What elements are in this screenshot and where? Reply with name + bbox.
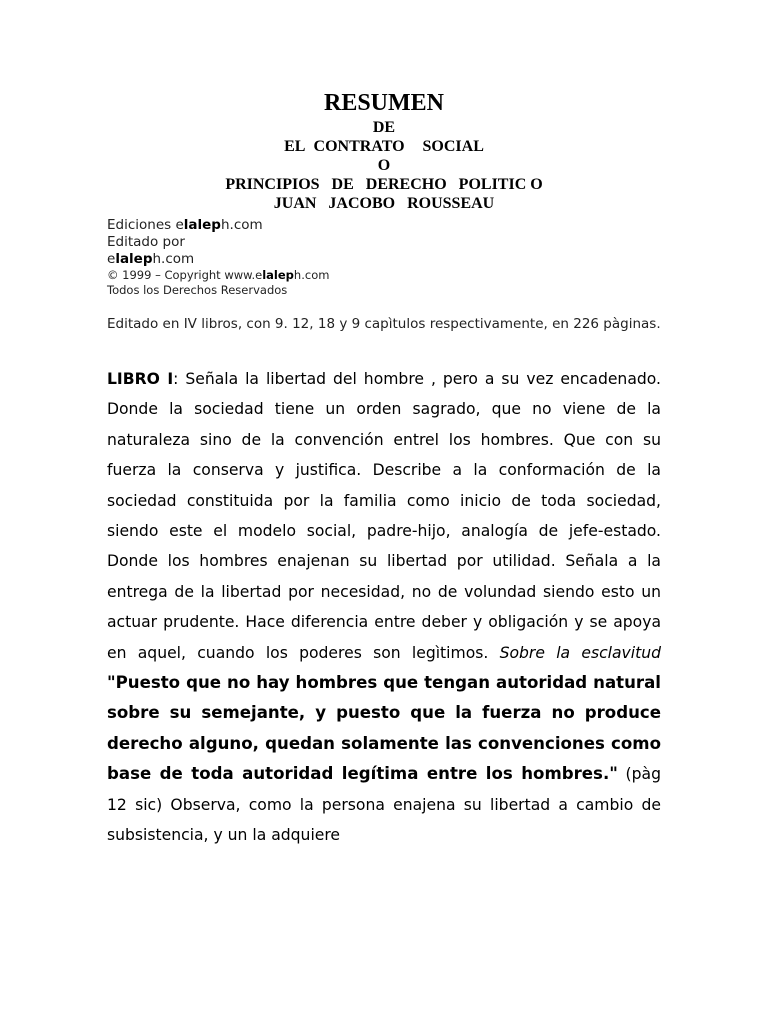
title-line-contrato: EL CONTRATO SOCIAL	[284, 138, 484, 155]
site-line	[107, 251, 329, 268]
rights-line: Todos los Derechos Reservados	[107, 283, 288, 297]
site-prefix: e	[107, 251, 116, 267]
ediciones-line	[107, 217, 329, 234]
copyright-bold: lalep	[262, 268, 294, 282]
title-line-de: DE	[372, 119, 396, 136]
paragraph-text-1: : Señala la libertad del hombre , pero a su vez encadenado. Donde la sociedad tiene un orden sagrado, que no viene de la naturaleza sino de la convención entrel los hombres. Que con su fuerza la conserva y justifica. Describe a la conformación de la sociedad constituida por la familia como inicio de toda sociedad, siendo este el modelo social, padre-hijo, analogía de jefe-estado. Donde los hombres enajenan su libertad por utilidad. Señala a la entrega de la libertad por necesidad, no de volundad siendo esto un actuar prudente. Hace diferencia entre deber y obligación y se apoya en aquel, cuando los poderes son legìtimos.	[107, 370, 661, 662]
title-line-o: O	[377, 157, 391, 174]
quote-text: "Puesto que no hay hombres que tengan autoridad natural sobre su semejante, y puesto que la fuerza no produce derecho alguno, quedan solamente las convenciones como base de toda autoridad legítima entre los hombres."	[107, 673, 661, 784]
title-line-author: JUAN JACOBO ROUSSEAU	[273, 195, 495, 212]
paragraph-text-2: (pàg 12 sic) Observa, como la persona enajena su libertad a cambio de subsistencia, y un la adquiere	[107, 765, 661, 845]
ediciones-bold: lalep	[183, 217, 221, 233]
copyright-suffix: h.com	[293, 268, 330, 282]
ediciones-prefix: Ediciones e	[107, 217, 184, 233]
document-title: RESUMEN	[323, 90, 444, 116]
site-suffix: h.com	[152, 251, 195, 267]
copyright-line	[107, 268, 329, 283]
title-block	[0, 88, 768, 213]
site-bold: lalep	[115, 251, 153, 267]
summary-paragraph	[107, 364, 661, 851]
edition-note: Editado en IV libros, con 9. 12, 18 y 9 capìtulos respectivamente, en 226 pàginas.	[107, 316, 661, 332]
ediciones-suffix: h.com	[220, 217, 263, 233]
editado-por-line: Editado por	[107, 234, 185, 250]
title-line-principios: PRINCIPIOS DE DERECHO POLITIC O	[225, 176, 543, 193]
libro-label: LIBRO I	[107, 370, 174, 388]
publisher-info	[107, 217, 329, 298]
italic-heading: Sobre la esclavitud	[499, 643, 661, 662]
copyright-prefix: © 1999 – Copyright www.e	[107, 268, 263, 282]
